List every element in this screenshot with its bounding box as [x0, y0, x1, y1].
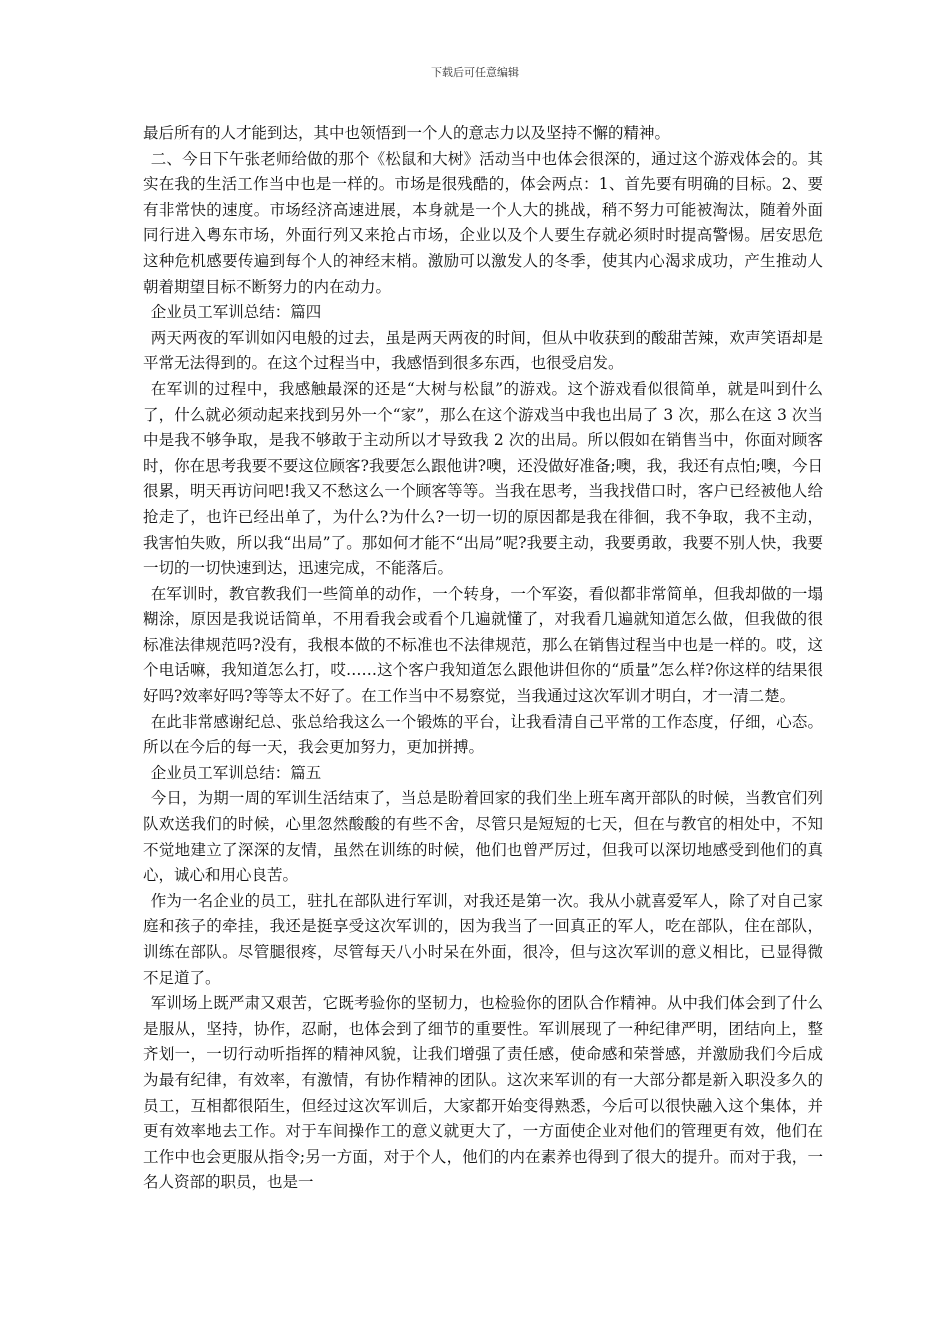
- header-note: 下载后可任意编辑: [431, 66, 519, 79]
- paragraph: 二、今日下午张老师给做的那个《松鼠和大树》活动当中也体会很深的，通过这个游戏体会的。其实在我的生活工作当中也是一样的。市场是很残酷的，体会两点：1、首先要有明确的目标。2、要有非常快的速度。市场经济高速进展，本身就是一个人大的挑战，稍不努力可能被淘汰，随着外面同行进入粤东市场，外面行列又来抢占市场，企业以及个人要生存就必须时时提高警惕。居安思危这种危机感要传遍到每个人的神经末梢。激励可以激发人的冬季，使其内心渴求成功，产生推动人朝着期望目标不断努力的内在动力。: [143, 149, 823, 296]
- paragraph: 在军训时，教官教我们一些简单的动作，一个转身，一个军姿，看似都非常简单，但我却做的一塌糊涂，原因是我说话简单，不用看我会或看个几遍就懂了，对我看几遍就知道怎么做，但我做的很标准法律规范吗?没有，我根本做的不标准也不法律规范，那么在销售过程当中也是一样的。哎，这个电话嘛，我知道怎么打，哎……这个客户我知道怎么跟他讲但你的“质量”怎么样?你这样的结果很好吗?效率好吗?等等太不好了。在工作当中不易察觉，当我通过这次军训才明白，才一清二楚。: [143, 584, 823, 706]
- section-heading: 企业员工军训总结：篇五: [150, 763, 322, 782]
- paragraph: 今日，为期一周的军训生活结束了，当总是盼着回家的我们坐上班车离开部队的时候，当教官们列队欢送我们的时候，心里忽然酸酸的有些不舍，尽管只是短短的七天，但在与教官的相处中，不知不觉地建立了深深的友情，虽然在训练的时候，他们也曾严厉过，但我可以深切地感受到他们的真心，诚心和用心良苦。: [143, 789, 823, 885]
- paragraph: 最后所有的人才能到达，其中也领悟到一个人的意志力以及坚持不懈的精神。: [143, 124, 671, 142]
- paragraph: 作为一名企业的员工，驻扎在部队进行军训，对我还是第一次。我从小就喜爱军人，除了对自己家庭和孩子的牵挂，我还是挺享受这次军训的，因为我当了一回真正的军人，吃在部队，住在部队，训练在部队。尽管腿很疼，尽管每天八小时呆在外面，很冷，但与这次军训的意义相比，已显得微不足道了。: [143, 891, 823, 987]
- section-heading: 企业员工军训总结：篇四: [150, 303, 322, 322]
- paragraph: 军训场上既严肃又艰苦，它既考验你的坚韧力，也检验你的团队合作精神。从中我们体会到了什么是服从，坚持，协作，忍耐，也体会到了细节的重要性。军训展现了一种纪律严明，团结向上，整齐划一，一切行动听指挥的精神风貌，让我们增强了责任感，使命感和荣誉感，并激励我们今后成为最有纪律，有效率，有激情，有协作精神的团队。这次来军训的有一大部分都是新入职没多久的员工，互相都很陌生，但经过这次军训后，大家都开始变得熟悉，今后可以很快融入这个集体，并更有效率地去工作。对于车间操作工的意义就更大了，一方面使企业对他们的管理更有效，他们在工作中也会更服从指令;另一方面，对于个人，他们的内在素养也得到了很大的提升。而对于我，一名人资部的职员，也是一: [143, 994, 823, 1192]
- paragraph: 在军训的过程中，我感触最深的还是“大树与松鼠”的游戏。这个游戏看似很简单，就是叫到什么了，什么就必须动起来找到另外一个“家”，那么在这个游戏当中我也出局了 3 次，那么在这 3 次当中是我不够争取，是我不够敢于主动所以才导致我 2 次的出局。所以假如在销售当中，你面对顾客时，你在思考我要不要这位顾客?我要怎么跟他讲?噢，还没做好准备;噢，我，我还有点怕;噢，今日很累，明天再访问吧!我又不愁这么一个顾客等等。当我在思考，当我找借口时，客户已经被他人给抢走了，也许已经出单了，为什么?为什么?一切一切的原因都是我在徘徊，我不争取，我不主动，我害怕失败，所以我“出局”了。那如何才能不“出局”呢?我要主动，我要勇敢，我要不别人快，我要一切的一切快速到达，迅速完成，不能落后。: [143, 379, 823, 578]
- paragraph: 在此非常感谢纪总、张总给我这么一个锻炼的平台，让我看清自己平常的工作态度，仔细，心态。所以在今后的每一天，我会更加努力，更加拼搏。: [143, 712, 823, 757]
- paragraph: 两天两夜的军训如闪电般的过去，虽是两天两夜的时间，但从中收获到的酸甜苦辣，欢声笑语却是平常无法得到的。在这个过程当中，我感悟到很多东西，也很受启发。: [143, 328, 823, 373]
- document-body: [143, 121, 823, 1196]
